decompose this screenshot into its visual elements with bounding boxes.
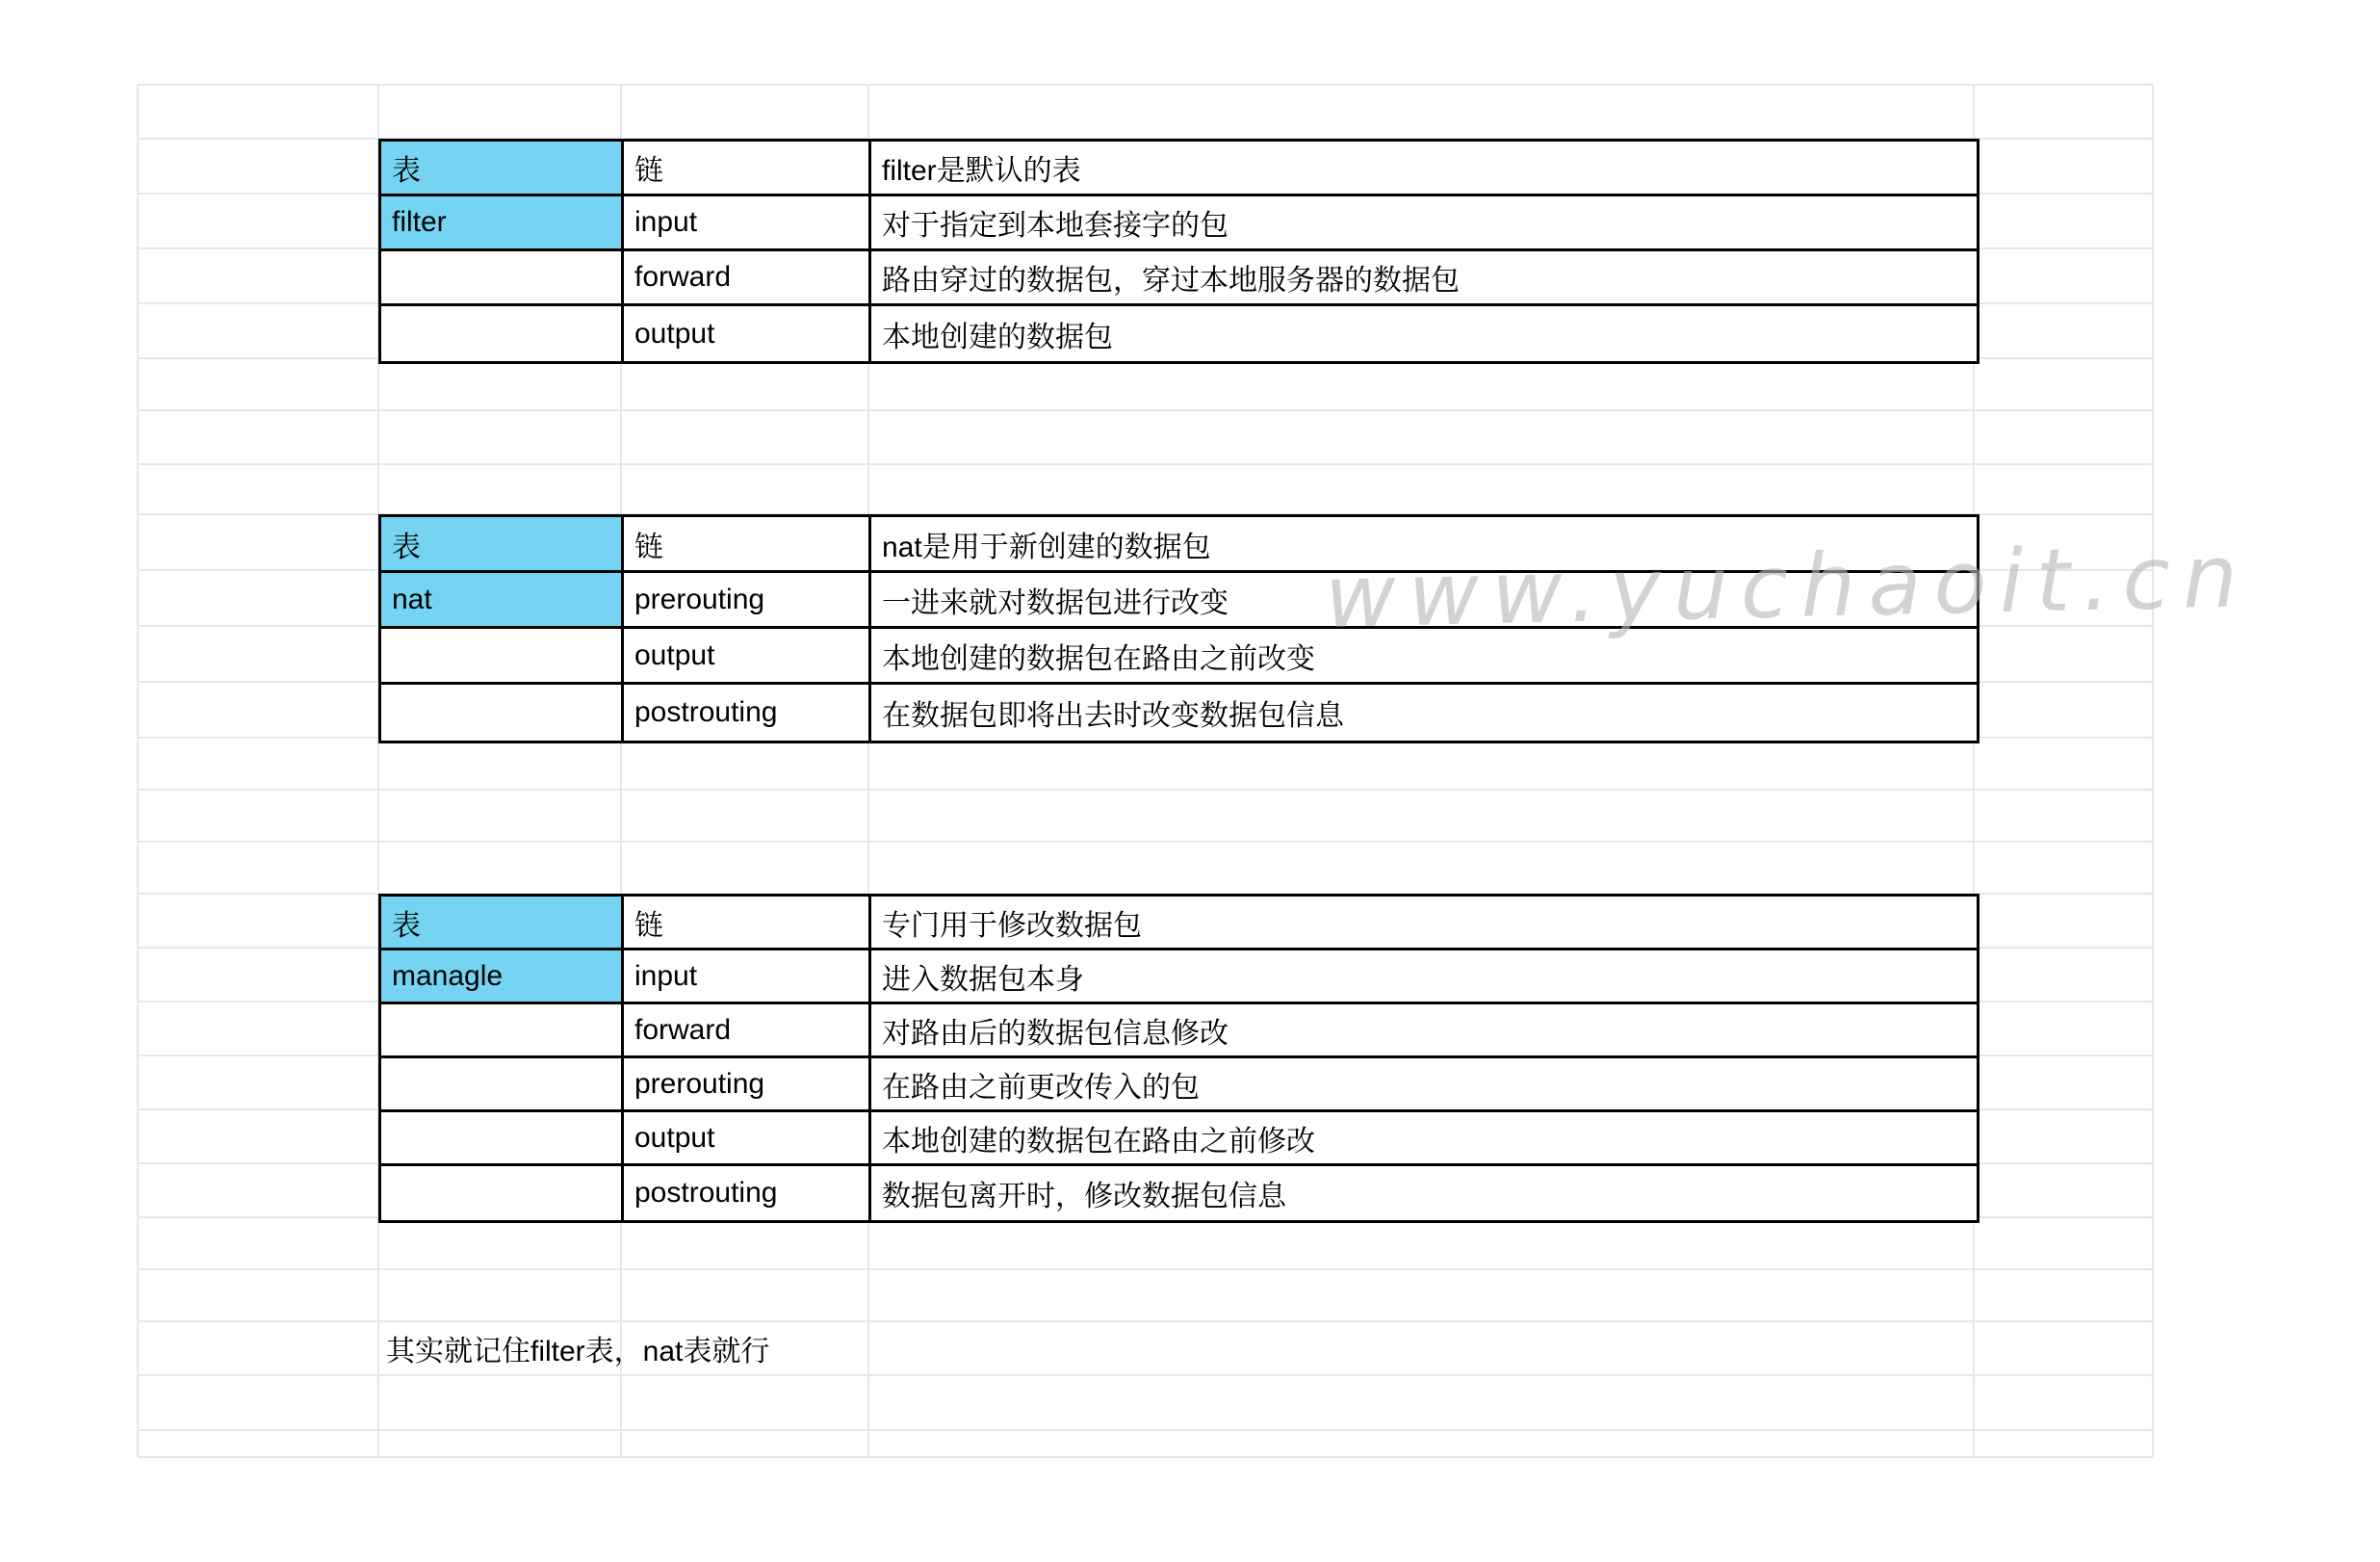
chain-name-cell[interactable]: 链	[624, 897, 871, 948]
description-cell[interactable]: 数据包离开时，修改数据包信息	[882, 1181, 1286, 1212]
chain-name-cell[interactable]: input	[624, 196, 871, 248]
chain-name-cell[interactable]: input	[624, 950, 871, 1002]
gridline-h	[138, 409, 2153, 411]
chain-name-cell[interactable]: forward	[624, 1004, 871, 1055]
filter-table	[378, 139, 1979, 364]
table-name-cell[interactable]	[381, 1112, 624, 1163]
table-name-cell[interactable]	[381, 306, 624, 361]
table-row	[381, 1004, 1977, 1058]
gridline-h	[138, 1456, 2153, 1458]
chain-name-cell[interactable]: prerouting	[624, 573, 871, 626]
description-cell[interactable]: 在数据包即将出去时改变数据包信息	[882, 700, 1344, 732]
table-row	[381, 1058, 1977, 1112]
table-row	[381, 251, 1977, 306]
description-cell[interactable]: 一进来就对数据包进行改变	[882, 586, 1229, 619]
gridline-v	[2152, 85, 2154, 1457]
table-name-cell[interactable]: 表	[381, 897, 624, 948]
description-cell[interactable]: 在路由之前更改传入的包	[882, 1071, 1200, 1104]
table-row	[381, 306, 1977, 361]
description-cell[interactable]: 对于指定到本地套接字的包	[882, 210, 1229, 242]
table-name-cell[interactable]	[381, 251, 624, 303]
table-row	[381, 196, 1977, 251]
description-cell[interactable]: 本地创建的数据包在路由之前修改	[882, 1125, 1315, 1158]
table-row	[381, 1166, 1977, 1220]
gridline-v	[137, 85, 139, 1457]
gridline-h	[138, 463, 2153, 465]
description-cell[interactable]: 对路由后的数据包信息修改	[882, 1017, 1229, 1050]
description-cell[interactable]: nat是用于新创建的数据包	[882, 531, 1211, 563]
table-row	[381, 573, 1977, 629]
description-cell[interactable]: 本地创建的数据包在路由之前改变	[882, 642, 1315, 675]
table-row	[381, 950, 1977, 1004]
gridline-h	[138, 84, 2153, 86]
mangle-table	[378, 894, 1979, 1223]
note-cell[interactable]: 其实就记住filter表，nat表就行	[386, 1336, 770, 1367]
description-cell[interactable]: 本地创建的数据包	[882, 321, 1113, 353]
watermark-text: www.yuchaoit.cn	[1323, 526, 2252, 648]
table-row	[381, 517, 1977, 573]
table-name-cell[interactable]	[381, 629, 624, 682]
gridline-h	[138, 789, 2153, 791]
table-row	[381, 629, 1977, 685]
description-cell[interactable]: 进入数据包本身	[882, 963, 1084, 996]
gridline-h	[138, 841, 2153, 843]
chain-name-cell[interactable]: forward	[624, 251, 871, 303]
table-name-cell[interactable]	[381, 1166, 624, 1220]
table-row	[381, 1112, 1977, 1166]
table-name-cell[interactable]	[381, 1058, 624, 1109]
chain-name-cell[interactable]: output	[624, 629, 871, 682]
chain-name-cell[interactable]: prerouting	[624, 1058, 871, 1109]
gridline-h	[138, 1268, 2153, 1270]
description-cell[interactable]: 路由穿过的数据包，穿过本地服务器的数据包	[882, 265, 1460, 297]
table-name-cell[interactable]: 表	[381, 142, 624, 194]
description-cell[interactable]: 专门用于修改数据包	[882, 909, 1142, 942]
table-name-cell[interactable]: filter	[381, 196, 624, 248]
chain-name-cell[interactable]: postrouting	[624, 685, 871, 741]
gridline-h	[138, 1429, 2153, 1431]
chain-name-cell[interactable]: output	[624, 306, 871, 361]
chain-name-cell[interactable]: output	[624, 1112, 871, 1163]
table-name-cell[interactable]	[381, 1004, 624, 1055]
description-cell[interactable]: filter是默认的表	[882, 155, 1081, 187]
nat-table	[378, 514, 1979, 743]
chain-name-cell[interactable]: postrouting	[624, 1166, 871, 1220]
table-row	[381, 897, 1977, 950]
chain-name-cell[interactable]: 链	[624, 517, 871, 570]
table-name-cell[interactable]: 表	[381, 517, 624, 570]
table-name-cell[interactable]	[381, 685, 624, 741]
table-row	[381, 685, 1977, 741]
chain-name-cell[interactable]: 链	[624, 142, 871, 194]
table-name-cell[interactable]: nat	[381, 573, 624, 626]
table-row	[381, 142, 1977, 196]
table-name-cell[interactable]: managle	[381, 950, 624, 1002]
